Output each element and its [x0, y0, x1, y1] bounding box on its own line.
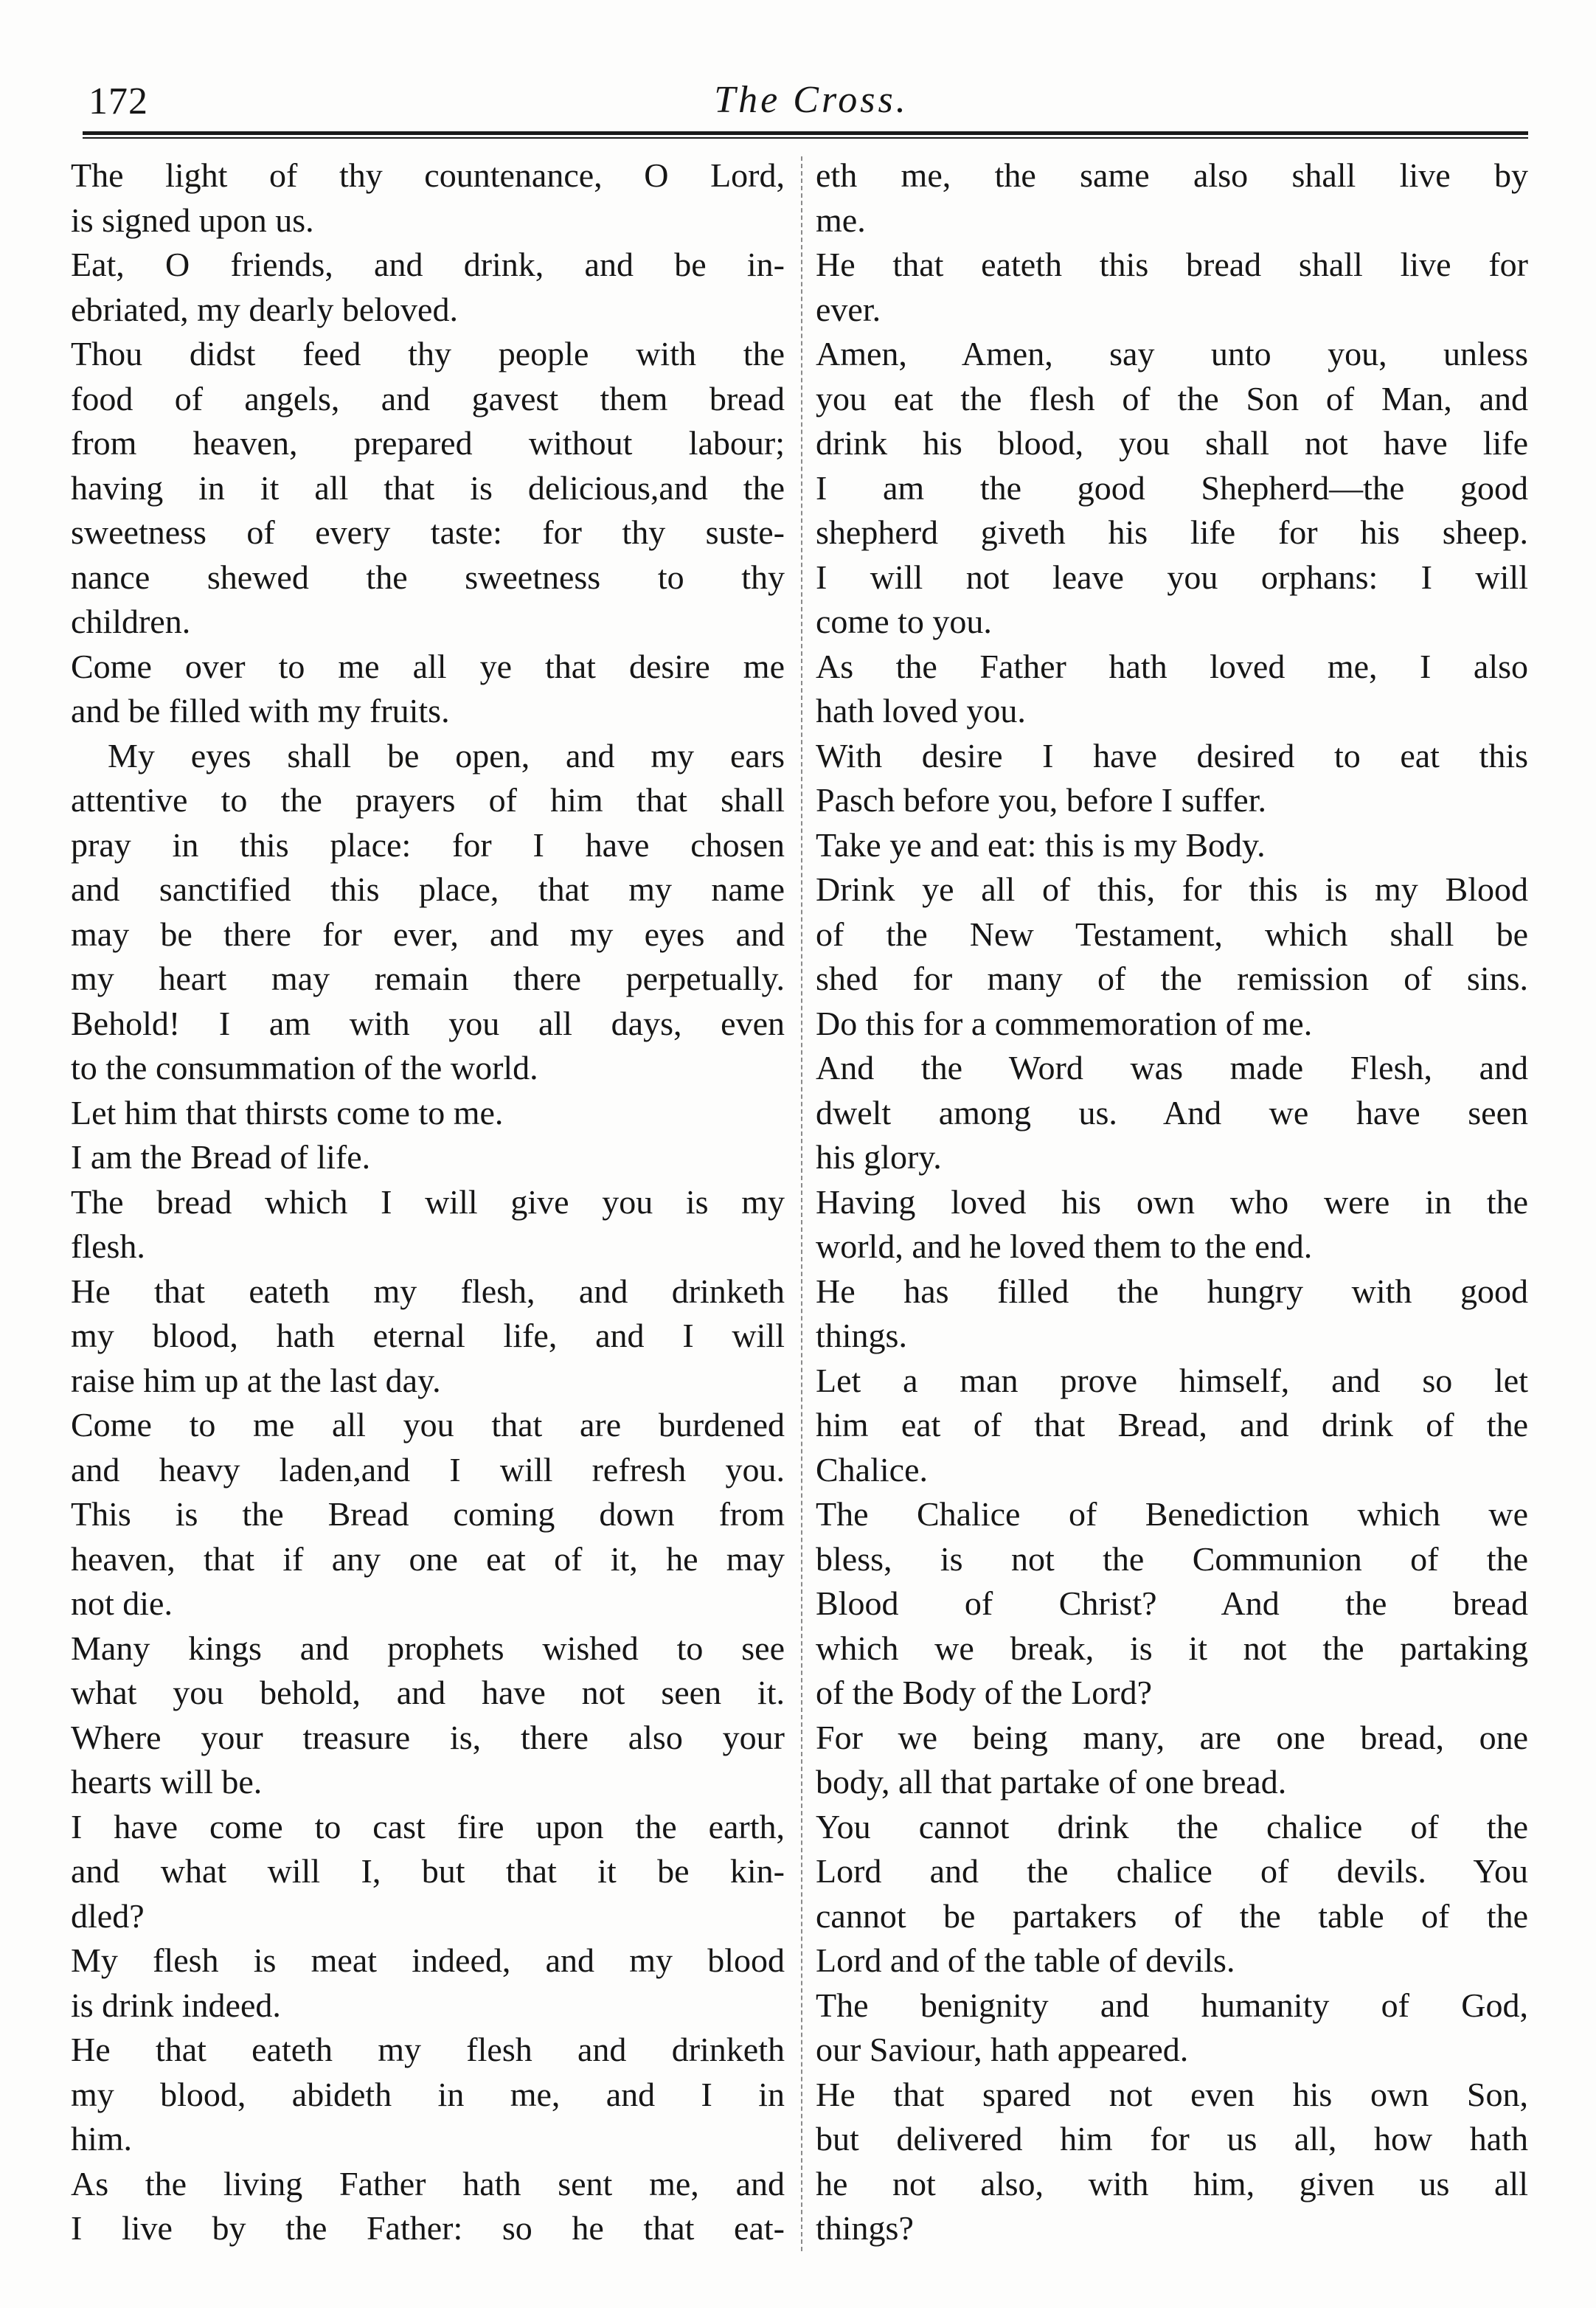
text-line: to the consummation of the world.	[71, 1049, 538, 1087]
text-line: My eyes shall be open, and my ears	[108, 736, 785, 774]
text-line: cannot be partakers of the table of the	[816, 1896, 1528, 1935]
text-line: I live by the Father: so he that eat-	[71, 2209, 785, 2247]
column-divider	[801, 156, 802, 2251]
text-line: Come over to me all ye that desire me	[71, 647, 785, 685]
text-line: bless, is not the Communion of the	[816, 1539, 1528, 1578]
text-line: He that eateth my flesh, and drinketh	[71, 1272, 785, 1310]
text-line: Let a man prove himself, and so let	[816, 1361, 1528, 1399]
text-line: Lord and the chalice of devils. You	[816, 1852, 1528, 1890]
text-line: body, all that partake of one bread.	[816, 1763, 1287, 1801]
text-line: Take ye and eat: this is my Body.	[816, 825, 1266, 864]
text-line: I have come to cast fire upon the earth,	[71, 1807, 785, 1846]
text-line: and what will I, but that it be kin-	[71, 1852, 785, 1890]
text-line: Let him that thirsts come to me.	[71, 1093, 504, 1132]
text-line: Pasch before you, before I suffer.	[816, 781, 1266, 819]
text-line: For we being many, are one bread, one	[816, 1718, 1528, 1756]
text-line: my heart may remain there perpetually.	[71, 960, 785, 997]
text-line: is signed upon us.	[71, 201, 314, 239]
text-line: what you behold, and have not seen it.	[71, 1674, 785, 1711]
text-line: As the living Father hath sent me, and	[71, 2164, 785, 2203]
text-line: He that eateth my flesh and drinketh	[71, 2031, 785, 2068]
text-line: children.	[71, 603, 191, 640]
text-line: you eat the flesh of the Son of Man, and	[816, 379, 1528, 417]
text-line: of the New Testament, which shall be	[816, 915, 1528, 953]
text-line: Many kings and prophets wished to see	[71, 1629, 785, 1667]
text-line: Chalice.	[816, 1450, 928, 1489]
left-text-column	[71, 153, 785, 2251]
text-line: and heavy laden,and I will refresh you.	[71, 1450, 785, 1489]
page-header	[89, 74, 1534, 133]
text-line: heaven, that if any one eat of it, he may	[71, 1539, 785, 1578]
text-line: The benignity and humanity of God,	[816, 1986, 1528, 2024]
text-line: and be filled with my fruits.	[71, 692, 450, 730]
text-line: sweetness of every taste: for thy suste-	[71, 513, 785, 551]
text-line: having in it all that is delicious,and the	[71, 468, 785, 507]
text-line: things.	[816, 1317, 907, 1354]
text-line: As the Father hath loved me, I also	[816, 647, 1528, 685]
text-line: Do this for a commemoration of me.	[816, 1004, 1313, 1042]
text-line: his glory.	[816, 1138, 942, 1176]
text-line: Come to me all you that are burdened	[71, 1406, 785, 1444]
text-line: pray in this place: for I have chosen	[71, 825, 785, 864]
text-line: him.	[71, 2120, 133, 2158]
text-line: my blood, abideth in me, and I in	[71, 2075, 785, 2113]
text-line: You cannot drink the chalice of the	[816, 1807, 1528, 1846]
text-line: Eat, O friends, and drink, and be in-	[71, 246, 785, 283]
text-line: is drink indeed.	[71, 1986, 281, 2024]
text-line: attentive to the prayers of him that shall	[71, 781, 785, 819]
text-line: eth me, the same also shall live by	[816, 156, 1528, 194]
text-line: With desire I have desired to eat this	[816, 736, 1528, 774]
text-line: And the Word was made Flesh, and	[816, 1049, 1528, 1087]
text-line: but delivered him for us all, how hath	[816, 2120, 1528, 2158]
text-line: shepherd giveth his life for his sheep.	[816, 513, 1528, 551]
text-line: me.	[816, 201, 866, 239]
text-line: I am the Bread of life.	[71, 1138, 371, 1176]
text-line: I am the good Shepherd—the good	[816, 468, 1528, 507]
text-line: Having loved his own who were in the	[816, 1182, 1528, 1221]
text-line: my blood, hath eternal life, and I will	[71, 1317, 785, 1354]
text-line: him eat of that Bread, and drink of the	[816, 1406, 1528, 1444]
right-text-column	[816, 153, 1528, 2251]
text-line: may be there for ever, and my eyes and	[71, 915, 785, 953]
running-title: The Cross.	[714, 79, 909, 121]
text-line: from heaven, prepared without labour;	[71, 424, 785, 462]
text-line: I will not leave you orphans: I will	[816, 558, 1528, 596]
text-line: He that spared not even his own Son,	[816, 2075, 1528, 2113]
text-line: hearts will be.	[71, 1763, 263, 1801]
text-line: food of angels, and gavest them bread	[71, 379, 785, 417]
text-line: Where your treasure is, there also your	[71, 1718, 785, 1756]
text-line: The light of thy countenance, O Lord,	[71, 156, 785, 194]
text-line: our Saviour, hath appeared.	[816, 2031, 1189, 2068]
text-line: come to you.	[816, 603, 992, 640]
text-line: not die.	[71, 1584, 173, 1622]
text-line: hath loved you.	[816, 692, 1026, 730]
text-line: He that eateth this bread shall live for	[816, 246, 1528, 283]
text-line: he not also, with him, given us all	[816, 2164, 1528, 2203]
text-line: My flesh is meat indeed, and my blood	[71, 1941, 785, 1979]
text-line: Drink ye all of this, for this is my Blood	[816, 870, 1528, 908]
text-line: which we break, is it not the partaking	[816, 1629, 1528, 1667]
text-line: Amen, Amen, say unto you, unless	[816, 335, 1528, 372]
text-line: He has filled the hungry with good	[816, 1272, 1528, 1310]
text-line: ever.	[816, 290, 881, 328]
text-line: dwelt among us. And we have seen	[816, 1093, 1528, 1132]
text-line: Thou didst feed thy people with the	[71, 335, 785, 372]
text-line: ebriated, my dearly beloved.	[71, 290, 458, 328]
text-line: flesh.	[71, 1227, 145, 1265]
text-line: Behold! I am with you all days, even	[71, 1004, 785, 1042]
page-number: 172	[89, 80, 148, 122]
text-line: dled?	[71, 1896, 145, 1935]
header-rule	[83, 131, 1528, 139]
text-line: The bread which I will give you is my	[71, 1182, 785, 1221]
text-line: of the Body of the Lord?	[816, 1674, 1153, 1711]
text-line: raise him up at the last day.	[71, 1361, 441, 1399]
text-line: drink his blood, you shall not have life	[816, 424, 1528, 462]
text-line: things?	[816, 2209, 914, 2247]
text-line: Blood of Christ? And the bread	[816, 1584, 1528, 1622]
text-line: Lord and of the table of devils.	[816, 1941, 1235, 1979]
text-line: This is the Bread coming down from	[71, 1495, 785, 1533]
text-line: world, and he loved them to the end.	[816, 1227, 1313, 1265]
text-line: and sanctified this place, that my name	[71, 870, 785, 908]
text-line: shed for many of the remission of sins.	[816, 960, 1528, 997]
text-line: The Chalice of Benediction which we	[816, 1495, 1528, 1533]
text-line: nance shewed the sweetness to thy	[71, 558, 785, 596]
